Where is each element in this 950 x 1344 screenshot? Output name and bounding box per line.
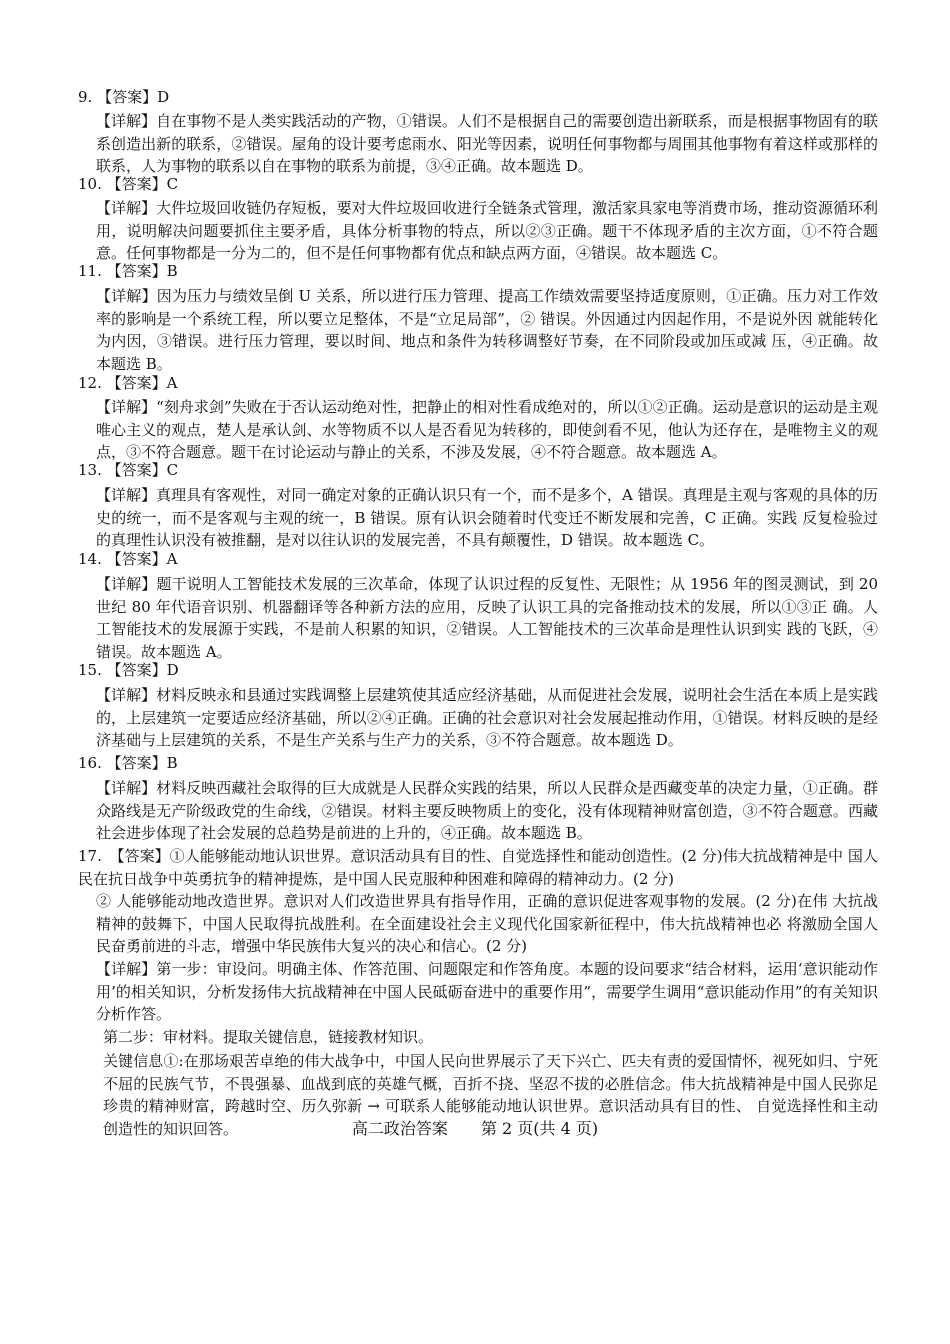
q11-detail: 【详解】因为压力与绩效呈倒 U 关系，所以进行压力管理、提高工作绩效需要坚持适度原则，①正确。压力对工作效率的影响是一个系统工程，所以要立足整体，不是“立足局部”，② 错误。外因通过内因起作用，不是说外因 就能转化为内因，③错误。进行压力管理，要以时间、地点和条件为转移调整好节奏，在不同阶段或加压或减 压，④正确。故本题选 B。 [96, 287, 878, 373]
q9-answer: 9. 【答案】D [78, 88, 170, 106]
q17-step2: 第二步：审材料。提取关键信息，链接教材知识。 [103, 1028, 434, 1046]
q10-answer: 10. 【答案】C [78, 175, 179, 193]
q16-detail: 【详解】材料反映西藏社会取得的巨大成就是人民群众实践的结果，所以人民群众是西藏变革的决定力量，①正确。群众路线是无产阶级政党的生命线，②错误。材料主要反映物质上的变化，没有体现精神财富创造，③不符合题意。西藏社会进步体现了社会发展的总趋势是前进的上升的，④正确。故本题选 B。 [96, 779, 878, 842]
q14-detail: 【详解】题干说明人工智能技术发展的三次革命，体现了认识过程的反复性、无限性；从 1956 年的图灵测试，到 20 世纪 80 年代语音识别、机器翻译等各种新方法的应用，反映了认识工具的完备推动技术的发展，所以①③正 确。人工智能技术的发展源于实践，不是前人积累的知识，②错误。人工智能技术的三次革命是理性认识到实 践的飞跃，④错误。故本题选 A。 [96, 575, 878, 661]
q17-detail: 【详解】第一步：审设问。明确主体、作答范围、问题限定和作答角度。本题的设问要求“结合材料，运用‘意识能动作用’的相关知识，分析发扬伟大抗战精神在中国人民砥砺奋进中的重要作用”，需要学生调用“意识能动作用”的有关知识分析作答。 [96, 960, 878, 1023]
q10-detail: 【详解】大件垃圾回收链仍存短板，要对大件垃圾回收进行全链条式管理，激活家具家电等消费市场，推动资源循环利用，说明解决问题要抓住主要矛盾，具体分析事物的特点，所以②③正确。题干不体现矛盾的主次方面，①不符合题意。任何事物都是一分为二的，但不是任何事物都有优点和缺点两方面，④错误。故本题选 C。 [96, 199, 878, 262]
q12-detail: 【详解】“刻舟求剑”失败在于否认运动绝对性，把静止的相对性看成绝对的，所以①②正确。运动是意识的运动是主观唯心主义的观点，楚人是承认剑、水等物质不以人是否看见为转移的，即使剑看不见，他认为还存在，是唯物主义的观点，③不符合题意。题干在讨论运动与静止的关系，不涉及发展，④不符合题意。故本题选 A。 [96, 398, 878, 461]
q13-detail: 【详解】真理具有客观性，对同一确定对象的正确认识只有一个，而不是多个，A 错误。真理是主观与客观的具体的历史的统一，而不是客观与主观的统一，B 错误。原有认识会随着时代变迁不断发展和完善，C 正确。实践 反复检验过的真理性认识没有被推翻，是对以往认识的发展完善，不具有颠覆性，D 错误。故本题选 C。 [96, 486, 878, 549]
q17-key-info: 关键信息①:在那场艰苦卓绝的伟大战争中，中国人民向世界展示了天下兴亡、匹夫有责的爱国情怀，视死如归、宁死不屈的民族气节，不畏强暴、血战到底的英雄气概，百折不挠、坚忍不拔的必胜信念。伟大抗战精神是中国人民弥足珍贵的精神财富，跨越时空、历久弥新 → 可联系人能够能动地认识世界。意识活动具有目的性、 自觉选择性和主动创造性的知识回答。 [103, 1052, 878, 1138]
q11-answer: 11. 【答案】B [78, 262, 178, 280]
page-footer [0, 1118, 950, 1140]
q17-answer-point-1: 17. 【答案】①人能够能动地认识世界。意识活动具有目的性、自觉选择性和能动创造性。(2 分)伟大抗战精神是中 国人民在抗日战争中英勇抗争的精神提炼，是中国人民克服种种困难和障碍的精神动力。(2 分) [78, 847, 878, 888]
q17-answer-point-2: ② 人能够能动地改造世界。意识对人们改造世界具有指导作用，正确的意识促进客观事物的发展。(2 分)在伟 大抗战精神的鼓舞下，中国人民取得抗战胜利。在全面建设社会主义现代化国家新征程中，伟大抗战精神也必 将激励全国人民奋勇前进的斗志，增强中华民族伟大复兴的决心和信心。(2 分) [96, 892, 878, 955]
q9-detail: 【详解】自在事物不是人类实践活动的产物，①错误。人们不是根据自己的需要创造出新联系，而是根据事物固有的联系创造出新的联系，②错误。屋角的设计要考虑雨水、阳光等因素，说明任何事物都与周围其他事物有着这样或那样的联系，人为事物的联系以自在事物的联系为前提，③④正确。故本题选 D。 [96, 112, 878, 175]
q16-answer: 16. 【答案】B [78, 754, 178, 772]
q12-answer: 12. 【答案】A [78, 374, 178, 392]
q15-detail: 【详解】材料反映永和县通过实践调整上层建筑使其适应经济基础，从而促进社会发展，说明社会生活在本质上是实践的，上层建筑一定要适应经济基础，所以②④正确。正确的社会意识对社会发展起推动作用，①错误。材料反映的是经济基础与上层建筑的关系，不是生产关系与生产力的关系，③不符合题意。故本题选 D。 [96, 686, 878, 749]
q13-answer: 13. 【答案】C [78, 461, 179, 479]
footer-page-number: 第 2 页(共 4 页) [480, 1119, 599, 1138]
footer-subject: 高二政治答案 [351, 1119, 448, 1138]
q14-answer: 14. 【答案】A [78, 550, 178, 568]
q15-answer: 15. 【答案】D [78, 661, 179, 679]
